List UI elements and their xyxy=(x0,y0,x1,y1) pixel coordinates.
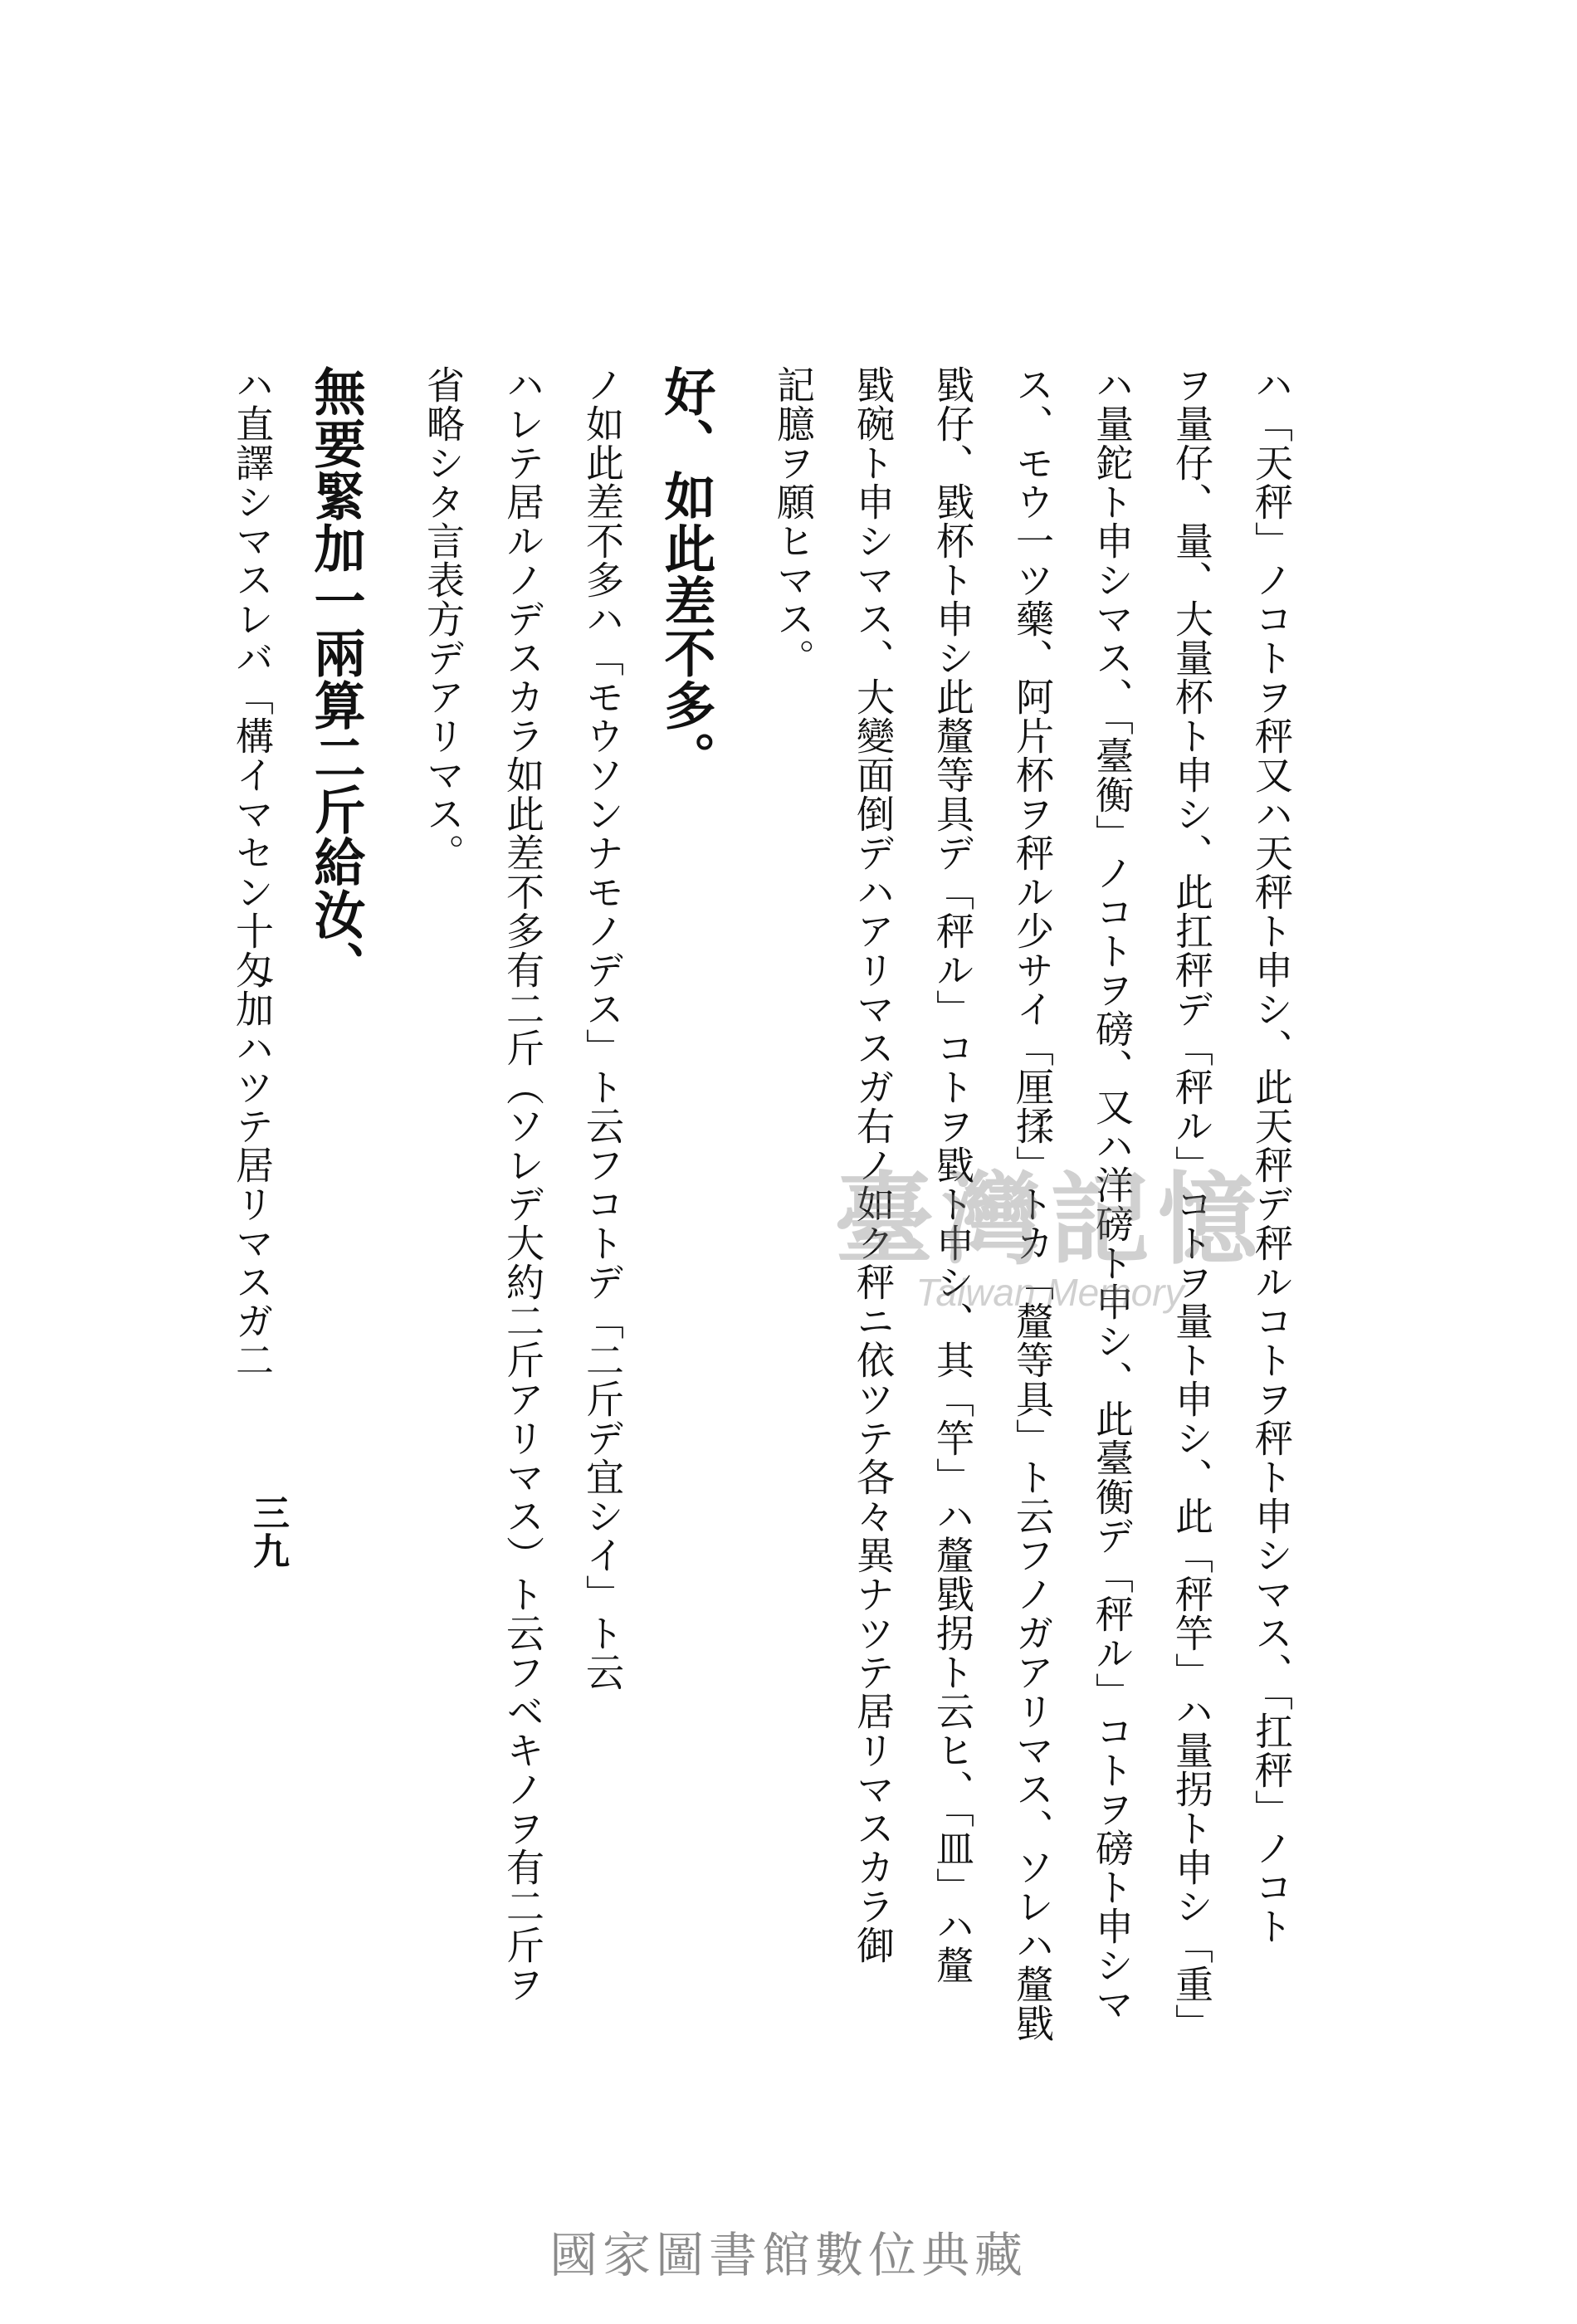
text-column-9: ノ如此差不多ハ「モウソンナモノデス」ト云フコトデ「二斤デ宜シイ」ト云 xyxy=(580,365,625,1692)
text-column-2: ヲ量仔、量、大量杯ト申シ、此扛秤デ「秤ル」コトヲ量ト申シ、此「秤竿」ハ量拐ト申シ「重」 xyxy=(1169,365,1214,2043)
phrase-heading-1: 好、如此差不多。 xyxy=(656,365,716,784)
text-column-3: ハ量鉈ト申シマス、「臺衡」ノコトヲ磅、又ハ洋磅ト申シ、此臺衡デ「秤ル」コトヲ磅ト申シマ xyxy=(1090,365,1135,2024)
footer-credit: 國家圖書館數位典藏 xyxy=(549,2227,1028,2283)
phrase-heading-2: 無要緊加一兩算二斤給汝、 xyxy=(305,365,366,993)
text-column-4: ス、モウ一ツ藥、阿片杯ヲ秤ル少サイ「厘揉」トカ「釐等具」ト云フノガアリマス、ソレハ釐戥 xyxy=(1010,365,1055,2043)
page-number: 三九 xyxy=(247,1494,289,1570)
text-column-11: 省略シタ言表方デアリマス。 xyxy=(421,365,466,872)
watermark-english-text: Taiwan Memory xyxy=(915,1271,1184,1314)
watermark-chinese-text: 臺灣記憶 xyxy=(834,1161,1266,1278)
text-column-5: 戥仔、戥杯ト申シ此釐等具デ「秤ル」コトヲ戥ト申シ、其「竿」ハ釐戥拐ト云ヒ、「皿」ハ釐 xyxy=(930,365,975,1985)
text-column-7: 記臆ヲ願ヒマス。 xyxy=(771,365,816,677)
vertical-text-block xyxy=(212,365,1311,2043)
text-column-6: 戥碗ト申シマス、大變面倒デハアリマスガ右ノ如ク秤ニ依ツテ各々異ナツテ居リマスカラ御 xyxy=(851,365,896,1965)
text-column-13: ハ直譯シマスレバ「構イマセン十匁加ハツテ居リマスガ二 xyxy=(230,365,275,1379)
text-column-10: ハレテ居ルノデスカラ如此差不多有二斤（ソレデ大約二斤アリマス）ト云フベキノヲ有二斤ヲ xyxy=(500,365,545,2004)
text-column-1: ハ「天秤」ノコトヲ秤又ハ天秤ト申シ、此天秤デ秤ルコトヲ秤ト申シマス、「扛秤」ノコト xyxy=(1249,365,1294,1946)
